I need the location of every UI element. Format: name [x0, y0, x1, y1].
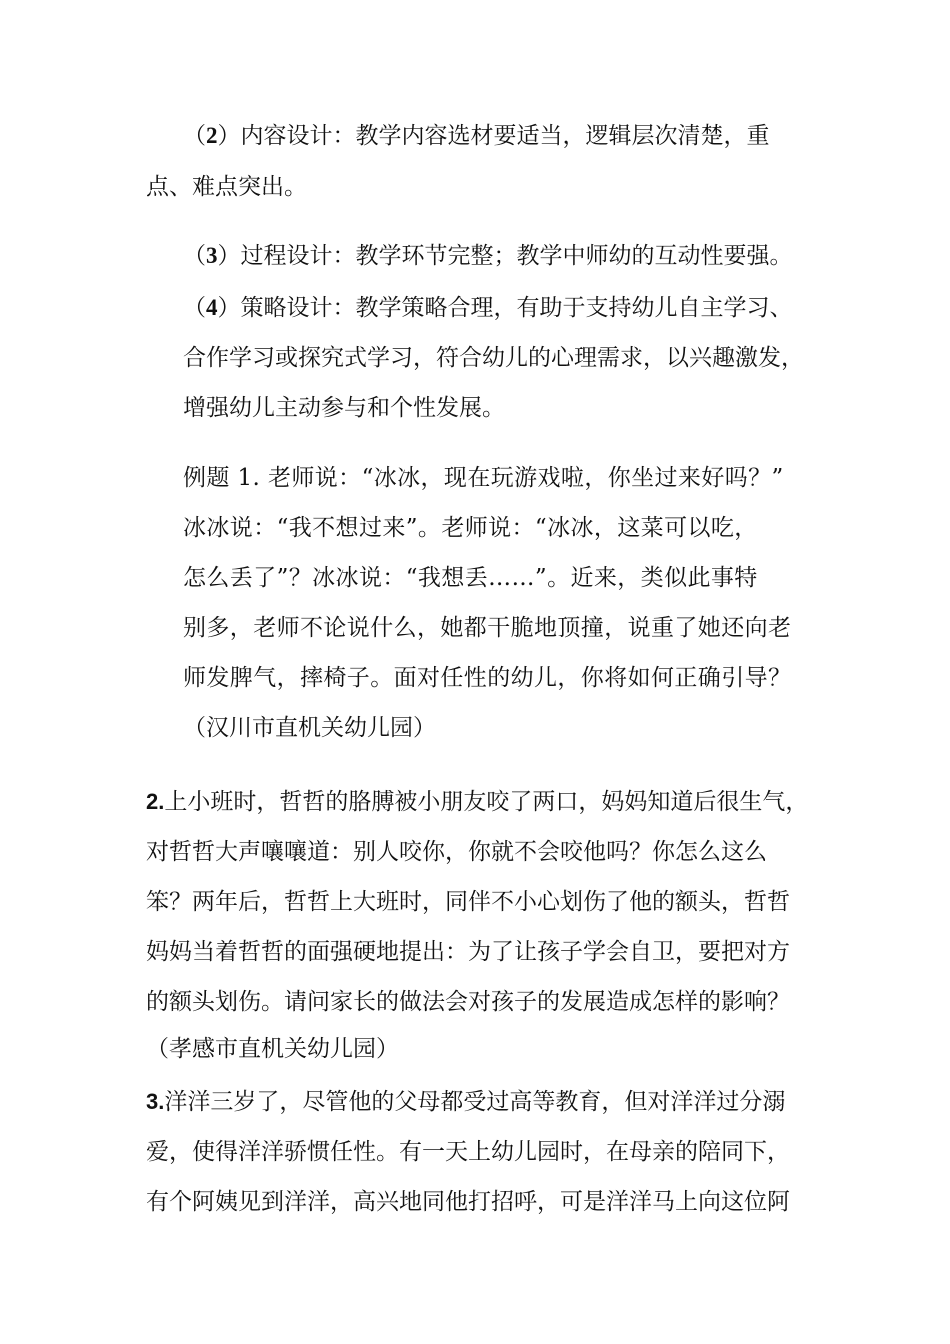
example-2-line5: 的额头划伤。请问家长的做法会对孩子的发展造成怎样的影响？ [146, 989, 790, 1015]
item-2-text-line2: 点、难点突出。 [146, 174, 307, 200]
item-4-text-line1: ）策略设计：教学策略合理，有助于支持幼儿自主学习、 [217, 295, 793, 321]
criteria-item-4 [183, 293, 793, 323]
item-4-open-paren: （ [183, 295, 206, 321]
example-3-text-line1: 洋洋三岁了，尽管他的父母都受过高等教育，但对洋洋过分溺 [164, 1089, 786, 1115]
example-1-source: （汉川市直机关幼儿园） [183, 715, 436, 741]
item-3-text-line1: ）过程设计：教学环节完整；教学中师幼的互动性要强。 [217, 243, 793, 269]
example-2-line3: 笨？两年后，哲哲上大班时，同伴不小心划伤了他的额头，哲哲 [146, 889, 790, 915]
example-1-line4: 别多，老师不论说什么，她都干脆地顶撞，说重了她还向老 [183, 615, 792, 641]
example-1-line3: 怎么丢了”？冰冰说：“我想丢……”。近来，类似此事特 [183, 565, 758, 591]
example-2-line4: 妈妈当着哲哲的面强硬地提出：为了让孩子学会自卫，要把对方 [146, 939, 790, 965]
item-2-number: 2 [206, 123, 218, 148]
example-2-line1 [146, 787, 808, 817]
example-3-line2: 爱，使得洋洋骄惯任性。有一天上幼儿园时，在母亲的陪同下， [146, 1139, 790, 1165]
item-3-number: 3 [206, 243, 218, 268]
criteria-item-2 [183, 121, 770, 151]
item-4-text-line2: 合作学习或探究式学习，符合幼儿的心理需求，以兴趣激发， [183, 345, 804, 371]
example-3-number: 3. [146, 1089, 165, 1114]
example-1-line2: 冰冰说：“我不想过来”。老师说：“冰冰，这菜可以吃， [183, 515, 758, 541]
item-2-text-line1: ）内容设计：教学内容选材要适当，逻辑层次清楚，重 [217, 123, 770, 149]
item-2-open-paren: （ [183, 123, 206, 149]
example-2-text-line1: 上小班时，哲哲的胳膊被小朋友咬了两口，妈妈知道后很生气， [164, 789, 809, 815]
item-4-number: 4 [206, 295, 218, 320]
example-1-line1: 例题 1. 老师说：“冰冰，现在玩游戏啦，你坐过来好吗？” [183, 465, 784, 491]
criteria-item-3 [183, 241, 793, 271]
example-2-number: 2. [146, 789, 165, 814]
example-3-line3: 有个阿姨见到洋洋，高兴地同他打招呼，可是洋洋马上向这位阿 [146, 1189, 790, 1215]
example-3-line1 [146, 1087, 785, 1117]
item-4-text-line3: 增强幼儿主动参与和个性发展。 [183, 395, 505, 421]
example-2-source: （孝感市直机关幼儿园） [146, 1036, 399, 1062]
item-3-open-paren: （ [183, 243, 206, 269]
example-2-line2: 对哲哲大声嚷嚷道：别人咬你，你就不会咬他吗？你怎么这么 [146, 839, 767, 865]
example-1-line5: 师发脾气，摔椅子。面对任性的幼儿，你将如何正确引导？ [183, 665, 792, 691]
